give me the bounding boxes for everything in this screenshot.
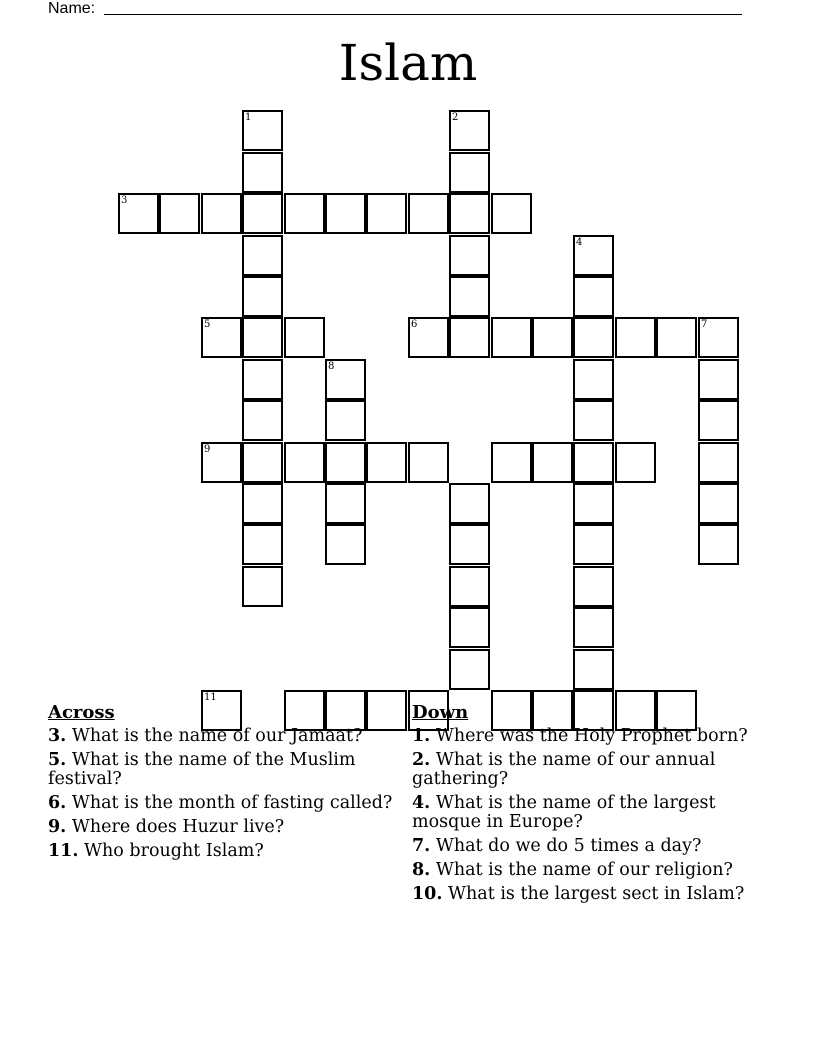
cell-number: 11 [204, 692, 217, 703]
crossword-cell[interactable] [159, 193, 200, 234]
crossword-cell[interactable] [408, 317, 449, 358]
cell-number: 4 [576, 237, 583, 248]
crossword-cell[interactable] [449, 317, 490, 358]
crossword-cell[interactable] [573, 607, 614, 648]
crossword-cell[interactable] [242, 483, 283, 524]
page-title: Islam [338, 34, 478, 92]
crossword-cell[interactable] [325, 442, 366, 483]
crossword-cell[interactable] [242, 524, 283, 565]
across-clues [48, 702, 393, 866]
crossword-cell[interactable] [449, 276, 490, 317]
crossword-cell[interactable] [449, 649, 490, 690]
crossword-cell[interactable] [242, 400, 283, 441]
cell-number: 5 [204, 319, 211, 330]
crossword-cell[interactable] [449, 193, 490, 234]
clue-text: Where was the Holy Prophet born? [435, 726, 748, 746]
crossword-cell[interactable] [408, 442, 449, 483]
clue-across-11 [48, 842, 393, 861]
crossword-cell[interactable] [366, 442, 407, 483]
clue-down-10 [412, 885, 772, 904]
crossword-cell[interactable] [449, 524, 490, 565]
clue-across-9 [48, 818, 393, 837]
crossword-cell[interactable] [615, 442, 656, 483]
crossword-cell[interactable] [242, 235, 283, 276]
crossword-cell[interactable] [284, 442, 325, 483]
clue-text: What is the name of our annual gathering? [412, 750, 716, 789]
crossword-cell[interactable] [242, 152, 283, 193]
crossword-cell[interactable] [325, 193, 366, 234]
crossword-cell[interactable] [325, 483, 366, 524]
cell-number: 7 [701, 319, 708, 330]
clue-number: 3. [48, 726, 67, 746]
cell-number: 6 [411, 319, 418, 330]
clue-number: 4. [412, 793, 431, 813]
clue-down-8 [412, 861, 772, 880]
cell-number: 1 [245, 112, 252, 123]
clue-text: What is the largest sect in Islam? [448, 884, 745, 904]
crossword-cell[interactable] [325, 359, 366, 400]
crossword-cell[interactable] [615, 317, 656, 358]
clue-number: 8. [412, 860, 431, 880]
crossword-cell[interactable] [449, 607, 490, 648]
clue-number: 10. [412, 884, 443, 904]
clue-down-7 [412, 837, 772, 856]
crossword-cell[interactable] [242, 317, 283, 358]
clue-across-3 [48, 727, 393, 746]
crossword-cell[interactable] [573, 317, 614, 358]
clue-text: What do we do 5 times a day? [435, 836, 702, 856]
crossword-cell[interactable] [573, 483, 614, 524]
cell-number: 8 [328, 361, 335, 372]
clue-down-1 [412, 727, 772, 746]
crossword-cell[interactable] [118, 193, 159, 234]
across-heading: Across [48, 702, 115, 723]
crossword-cell[interactable] [698, 400, 739, 441]
crossword-cell[interactable] [532, 442, 573, 483]
crossword-cell[interactable] [449, 110, 490, 151]
crossword-cell[interactable] [573, 235, 614, 276]
crossword-cell[interactable] [325, 400, 366, 441]
cell-number: 9 [204, 444, 211, 455]
clue-number: 7. [412, 836, 431, 856]
clue-number: 9. [48, 817, 67, 837]
crossword-cell[interactable] [698, 359, 739, 400]
crossword-cell[interactable] [201, 442, 242, 483]
clue-number: 5. [48, 750, 67, 770]
clue-text: Who brought Islam? [84, 841, 264, 861]
crossword-cell[interactable] [242, 442, 283, 483]
crossword-cell[interactable] [573, 276, 614, 317]
crossword-cell[interactable] [449, 152, 490, 193]
clue-text: What is the name of our religion? [435, 860, 733, 880]
clue-number: 1. [412, 726, 431, 746]
down-clues [412, 702, 772, 909]
crossword-cell[interactable] [491, 193, 532, 234]
crossword-cell[interactable] [201, 317, 242, 358]
clue-number: 6. [48, 793, 67, 813]
clue-down-2 [412, 751, 772, 789]
crossword-cell[interactable] [284, 317, 325, 358]
clue-text: What is the name of our Jamaat? [71, 726, 363, 746]
crossword-cell[interactable] [449, 235, 490, 276]
crossword-cell[interactable] [573, 359, 614, 400]
crossword-cell[interactable] [573, 400, 614, 441]
crossword-cell[interactable] [491, 442, 532, 483]
clue-down-4 [412, 794, 772, 832]
clue-text: What is the month of fasting called? [71, 793, 393, 813]
crossword-cell[interactable] [242, 359, 283, 400]
crossword-cell[interactable] [284, 193, 325, 234]
crossword-cell[interactable] [698, 442, 739, 483]
crossword-cell[interactable] [573, 649, 614, 690]
crossword-cell[interactable] [698, 317, 739, 358]
crossword-cell[interactable] [698, 524, 739, 565]
crossword-cell[interactable] [325, 524, 366, 565]
crossword-cell[interactable] [491, 317, 532, 358]
crossword-cell[interactable] [573, 442, 614, 483]
crossword-cell[interactable] [573, 524, 614, 565]
crossword-cell[interactable] [242, 110, 283, 151]
cell-number: 3 [121, 195, 128, 206]
clue-text: What is the name of the largest mosque in Europe? [412, 793, 716, 832]
clue-across-6 [48, 794, 393, 813]
clue-across-5 [48, 751, 393, 789]
crossword-cell[interactable] [698, 483, 739, 524]
crossword-cell[interactable] [532, 317, 573, 358]
crossword-cell[interactable] [573, 566, 614, 607]
crossword-cell[interactable] [242, 566, 283, 607]
crossword-cell[interactable] [449, 483, 490, 524]
crossword-cell[interactable] [449, 566, 490, 607]
clue-text: What is the name of the Muslim festival? [48, 750, 356, 789]
crossword-cell[interactable] [656, 317, 697, 358]
crossword-cell[interactable] [408, 193, 449, 234]
clue-number: 2. [412, 750, 431, 770]
crossword-cell[interactable] [242, 193, 283, 234]
name-label: Name: [48, 0, 96, 17]
clue-number: 11. [48, 841, 79, 861]
clue-text: Where does Huzur live? [71, 817, 285, 837]
crossword-cell[interactable] [201, 193, 242, 234]
down-heading: Down [412, 702, 469, 723]
cell-number: 2 [452, 112, 459, 123]
crossword-cell[interactable] [242, 276, 283, 317]
crossword-cell[interactable] [366, 193, 407, 234]
